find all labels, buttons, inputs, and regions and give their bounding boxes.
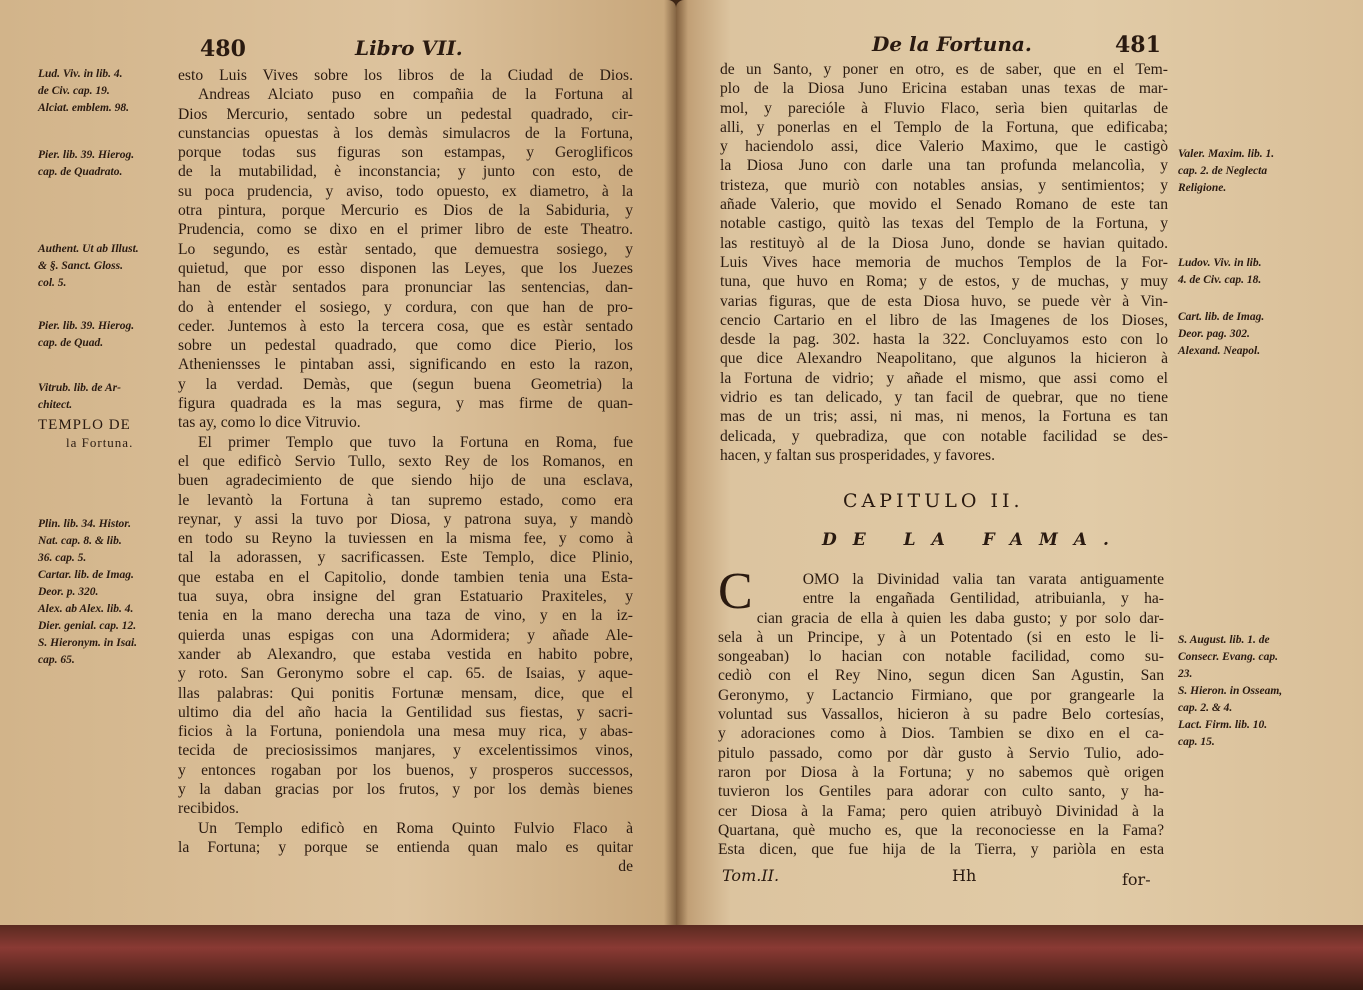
margin-note-line: de Civ. cap. 19.	[38, 85, 110, 97]
margin-note-line: Alciat. emblem. 98.	[38, 102, 130, 114]
text-line: alli, y ponerlas en el Templo de la Fortuna, que edificaba;	[720, 118, 1168, 136]
text-line: cunstancias opuestas à los demàs simulacros de la Fortuna,	[178, 124, 633, 142]
right-margin-notes	[1178, 146, 1338, 751]
margin-note	[38, 241, 173, 292]
text-line: la Diosa Juno con darle una tan profunda melancolìa, y	[720, 157, 1168, 175]
text-line: entre la engañada Gentilidad, atribuianla, y ha-	[802, 590, 1164, 608]
margin-note	[38, 318, 173, 352]
text-line: y haciendolo assi, dice Valerio Maximo, que le castigò	[720, 138, 1168, 156]
margin-note-line: Consecr. Evang. cap.	[1178, 651, 1278, 663]
text-line: Quartana, què mucho es, que la reconociesse en la Fama?	[718, 821, 1164, 839]
margin-note-line: cap. de Quad.	[38, 337, 104, 349]
text-line: cian gracia de ella à quien les daba gusto; y por solo dar-	[756, 609, 1164, 627]
text-line: cediò con el Rey Nino, segun dicen San Agustin, San	[718, 667, 1164, 685]
running-head-right: De la Fortuna.	[872, 32, 1032, 56]
chapter-title: CAPITULO II.	[843, 490, 1024, 512]
text-line: recibidos.	[178, 800, 240, 818]
text-line: varias figuras, que de esta Diosa huvo, se puede vèr à Vin-	[720, 292, 1168, 310]
text-line: hacen, y faltan sus prosperidades, y favores.	[720, 446, 995, 464]
margin-note-line: Deor. p. 320.	[38, 586, 99, 598]
catchword: for-	[1122, 870, 1151, 889]
text-line: quierda unas espigas con una Adormidera; y añade Ale-	[178, 626, 633, 644]
text-line: quietud, que por esso disponen las Leyes, que los Juezes	[178, 259, 633, 277]
text-line: le levantò la Fortuna à tan supremo estado, como era	[178, 491, 633, 509]
margin-note-line: 4. de Civ. cap. 18.	[1178, 274, 1262, 286]
text-line: songeaban) lo hacian con notable facilidad, como su-	[718, 648, 1164, 666]
text-line: Andreas Alciato puso en compañia de la Fortuna al	[198, 86, 633, 104]
text-line: tristeza, que muriò con notables ansias, y sentimientos; y	[720, 176, 1168, 194]
text-line: han de estàr sentados para pronunciar las sentencias, dan-	[178, 279, 633, 297]
margin-note-line: col. 5.	[38, 277, 67, 289]
margin-note-line: Religione.	[1178, 182, 1227, 194]
text-line: que estaba en el Capitolio, donde tambien tenia una Esta-	[178, 568, 633, 586]
margin-note-line: Authent. Ut ab Illust.	[38, 243, 139, 255]
margin-note-line: Lud. Viv. in lib. 4.	[38, 68, 123, 80]
margin-note-line: S. Hieronym. in Isai.	[38, 637, 138, 649]
text-line: de un Santo, y poner en otro, es de saber, que en el Tem-	[720, 61, 1168, 78]
text-line: de	[618, 858, 633, 876]
margin-note	[38, 66, 173, 117]
text-line: añade Valerio, que movido el Senado Romano de este tan	[720, 196, 1168, 214]
text-line: mas de un tris; assi, ni mas, ni menos, la Fortuna es tan	[720, 408, 1168, 426]
text-line: llas palabras: Qui ponitis Fortunæ mensam, dice, que el	[178, 684, 633, 702]
margin-note-line: cap. 2. de Neglecta	[1178, 165, 1268, 177]
text-line: El primer Templo que tuvo la Fortuna en Roma, fue	[198, 433, 633, 451]
text-line: Luis Vives hace memoria de muchos Templos de la For-	[720, 253, 1168, 271]
text-line: que dice Alexandro Neapolitano, que algunos la hicieron à	[720, 350, 1168, 368]
text-line: su poca prudencia, y aviso, todo opuesto, ex diametro, à la	[178, 182, 633, 200]
book-edge	[0, 925, 1363, 990]
margin-note-line: Alexand. Neapol.	[1178, 345, 1261, 357]
left-margin-notes	[38, 66, 173, 669]
left-body-text	[178, 66, 633, 876]
text-line: Esta dicen, que fue hija de la Tierra, y pariòla en esta	[718, 841, 1164, 859]
margin-note	[38, 516, 173, 669]
text-line: en todo su Reyno la tuviessen en la misma fee, y como à	[178, 530, 633, 548]
text-line: OMO la Divinidad valia tan varata antiguamente	[802, 571, 1164, 588]
text-line: sobre un pedestal quadrado, que como dice Pierio, los	[178, 337, 633, 355]
text-line: tuvieron los Gentiles para adorar con culto santo, y ha-	[718, 783, 1164, 801]
margin-note-line: Vitrub. lib. de Ar-	[38, 382, 121, 394]
margin-note-line: 23.	[1178, 668, 1193, 680]
text-line: ficios à la Fortuna, poniendola una mesa muy rica, y abas-	[178, 723, 633, 741]
margin-note-line: chitect.	[38, 399, 73, 411]
text-line: de la mutabilidad, è inconstancia; y junto con esto, de	[178, 163, 633, 181]
margin-note-line: Alex. ab Alex. lib. 4.	[38, 603, 134, 615]
side-heading-line: TEMPLO DE	[38, 417, 131, 433]
margin-note-line: Plin. lib. 34. Histor.	[38, 518, 131, 530]
text-line: Prudencia, como se dixo en el primer libro de este Theatro.	[178, 221, 633, 239]
text-line: raron por Diosa à la Fortuna; y no sabemos què origen	[718, 763, 1164, 781]
margin-note-line: Pier. lib. 39. Hierog.	[38, 320, 135, 332]
text-line: y la verdad. Demàs, que (segun buena Geometria) la	[178, 375, 633, 393]
text-line: la Fortuna; y porque se entienda quan malo es quitar	[178, 838, 633, 856]
text-line: cencio Cartario en el libro de las Imagenes de los Dioses,	[720, 311, 1168, 329]
margin-note-line: Cart. lib. de Imag.	[1178, 311, 1265, 323]
margin-note-line: Cartar. lib. de Imag.	[38, 569, 134, 581]
text-line: tuna, que huvo en Roma; y de estos, y de muchas, y muy	[720, 273, 1168, 291]
text-line: tenia en la mano derecha una taza de vino, y en la iz-	[178, 607, 633, 625]
text-line: desde la pag. 302. hasta la 322. Concluyamos esto con lo	[720, 331, 1168, 349]
text-line: esto Luis Vives sobre los libros de la Ciudad de Dios.	[178, 67, 633, 84]
text-line: tas ay, como lo dice Vitruvio.	[178, 414, 361, 432]
text-line: mol, y parecióle à Fluvio Flaco, serìa bien quitarlas de	[720, 99, 1168, 117]
text-line: tal la adorassen, y sacrificassen. Este Templo, dice Plinio,	[178, 549, 633, 567]
margin-note-line: Pier. lib. 39. Hierog.	[38, 149, 135, 161]
text-line: reynar, y assi la tuvo por Diosa, y patrona suya, y mandò	[178, 510, 633, 528]
margin-note-line: S. August. lib. 1. de	[1178, 634, 1270, 646]
text-line: pitulo passado, como por dàr gusto à Servio Tulio, ado-	[718, 744, 1164, 762]
margin-note-line: cap. de Quadrato.	[38, 166, 123, 178]
margin-note-line: Dier. genial. cap. 12.	[38, 620, 137, 632]
margin-note-line: S. Hieron. in Osseam,	[1178, 685, 1283, 697]
signature-mark: Tom.II.	[722, 866, 780, 885]
right-body-text-bottom	[718, 563, 1164, 859]
margin-note	[1178, 309, 1338, 360]
text-line: plo de la Diosa Juno Ericina estaban unas texas de mar-	[720, 80, 1168, 98]
text-line: Un Templo edificò en Roma Quinto Fulvio Flaco à	[198, 819, 633, 837]
text-line: la Fortuna de vidrio; y añade el mismo, que assi como el	[720, 369, 1168, 387]
text-line: notable castigo, quitò las texas del Templo de la Fortuna, y	[720, 215, 1168, 233]
signature: Hh	[952, 866, 977, 885]
margin-note-line: 36. cap. 5.	[38, 552, 87, 564]
text-line: xander ab Alexandro, que estaba vestida en habito pobre,	[178, 645, 633, 663]
side-heading	[38, 416, 173, 452]
margin-note	[1178, 146, 1338, 197]
side-heading-line: la Fortuna.	[66, 435, 134, 450]
text-line: y entonces rogaban por los buenos, y prosperos successos,	[178, 761, 633, 779]
margin-note-line: Ludov. Viv. in lib.	[1178, 257, 1262, 269]
page-number-right: 481	[1115, 32, 1161, 58]
right-body-text-top	[720, 60, 1168, 465]
text-line: las restituyò al de la Diosa Juno, donde se havian quitado.	[720, 234, 1168, 252]
text-line: figura quadrada es la mas segura, y mas firme de quan-	[178, 395, 633, 413]
margin-note	[1178, 255, 1338, 289]
text-line: delicada, y quebradiza, que con notable facilidad se des-	[720, 427, 1168, 445]
page-number-left: 480	[200, 36, 246, 62]
text-line: ceder. Juntemos à esto la tercera cosa, que es estàr sentado	[178, 317, 633, 335]
text-line: tua suya, obra insigne del gran Estatuario Praxiteles, y	[178, 588, 633, 606]
text-line: Atheniensses le pintaban assi, significando en esto la razon,	[178, 356, 633, 374]
margin-note-line: Valer. Maxim. lib. 1.	[1178, 148, 1275, 160]
margin-note-line: Deor. pag. 302.	[1178, 328, 1250, 340]
text-line: Geronymo, y Lactancio Firmiano, que por grangearle la	[718, 686, 1164, 704]
text-line: tecida de preciosissimos manjares, y excelentissimos vinos,	[178, 742, 633, 760]
text-line: do à entender el sosiego, y cordura, con que han de pro-	[178, 298, 633, 316]
book-gutter	[664, 0, 688, 962]
text-line: sela à un Principe, y à un Potentado (si en esto le li-	[718, 628, 1164, 646]
text-line: buen agradecimiento de que siendo hijo de una esclava,	[178, 472, 633, 490]
text-line: cer Diosa à la Fama; pero quien atribuyò Divinidad à la	[718, 802, 1164, 820]
text-line: porque todas sus figuras son estampas, y Geroglificos	[178, 144, 633, 162]
text-line: el que edificò Servio Tullo, sexto Rey de los Romanos, en	[178, 452, 633, 470]
margin-note-line: cap. 15.	[1178, 736, 1215, 748]
text-line: y roto. San Geronymo sobre el cap. 65. de Isaias, y aque-	[178, 665, 633, 683]
margin-note-line: Nat. cap. 8. & lib.	[38, 535, 122, 547]
drop-cap: C	[718, 563, 753, 620]
text-line: Dios Mercurio, sentado sobre un pedestal quadrado, cir-	[178, 105, 633, 123]
running-head-left: Libro VII.	[355, 36, 463, 60]
text-line: ultimo dia del año hacia la Gentilidad sus fiestas, y sacri-	[178, 703, 633, 721]
margin-note	[1178, 632, 1338, 751]
text-line: y adoraciones como à Dios. Tambien se dixo en el ca-	[718, 725, 1164, 743]
chapter-subtitle: DE LA FAMA.	[822, 530, 1125, 550]
margin-note-line: & §. Sanct. Gloss.	[38, 260, 123, 272]
margin-note-line: cap. 2. & 4.	[1178, 702, 1233, 714]
text-line: vidrio es tan delicado, y tan facil de quebrar, que no tiene	[720, 389, 1168, 407]
text-line: Lo segundo, es estàr sentado, que demuestra sosiego, y	[178, 240, 633, 258]
text-line: otra pintura, porque Mercurio es Dios de la Sabiduria, y	[178, 202, 633, 220]
margin-note-line: cap. 65.	[38, 654, 75, 666]
text-line: voluntad sus Vassallos, hicieron à su padre Belo cortesías,	[718, 706, 1164, 724]
margin-note-line: Lact. Firm. lib. 10.	[1178, 719, 1268, 731]
margin-note	[38, 147, 173, 181]
text-line: y la daban gracias por los frutos, y por los demàs bienes	[178, 780, 633, 798]
margin-note	[38, 380, 173, 414]
